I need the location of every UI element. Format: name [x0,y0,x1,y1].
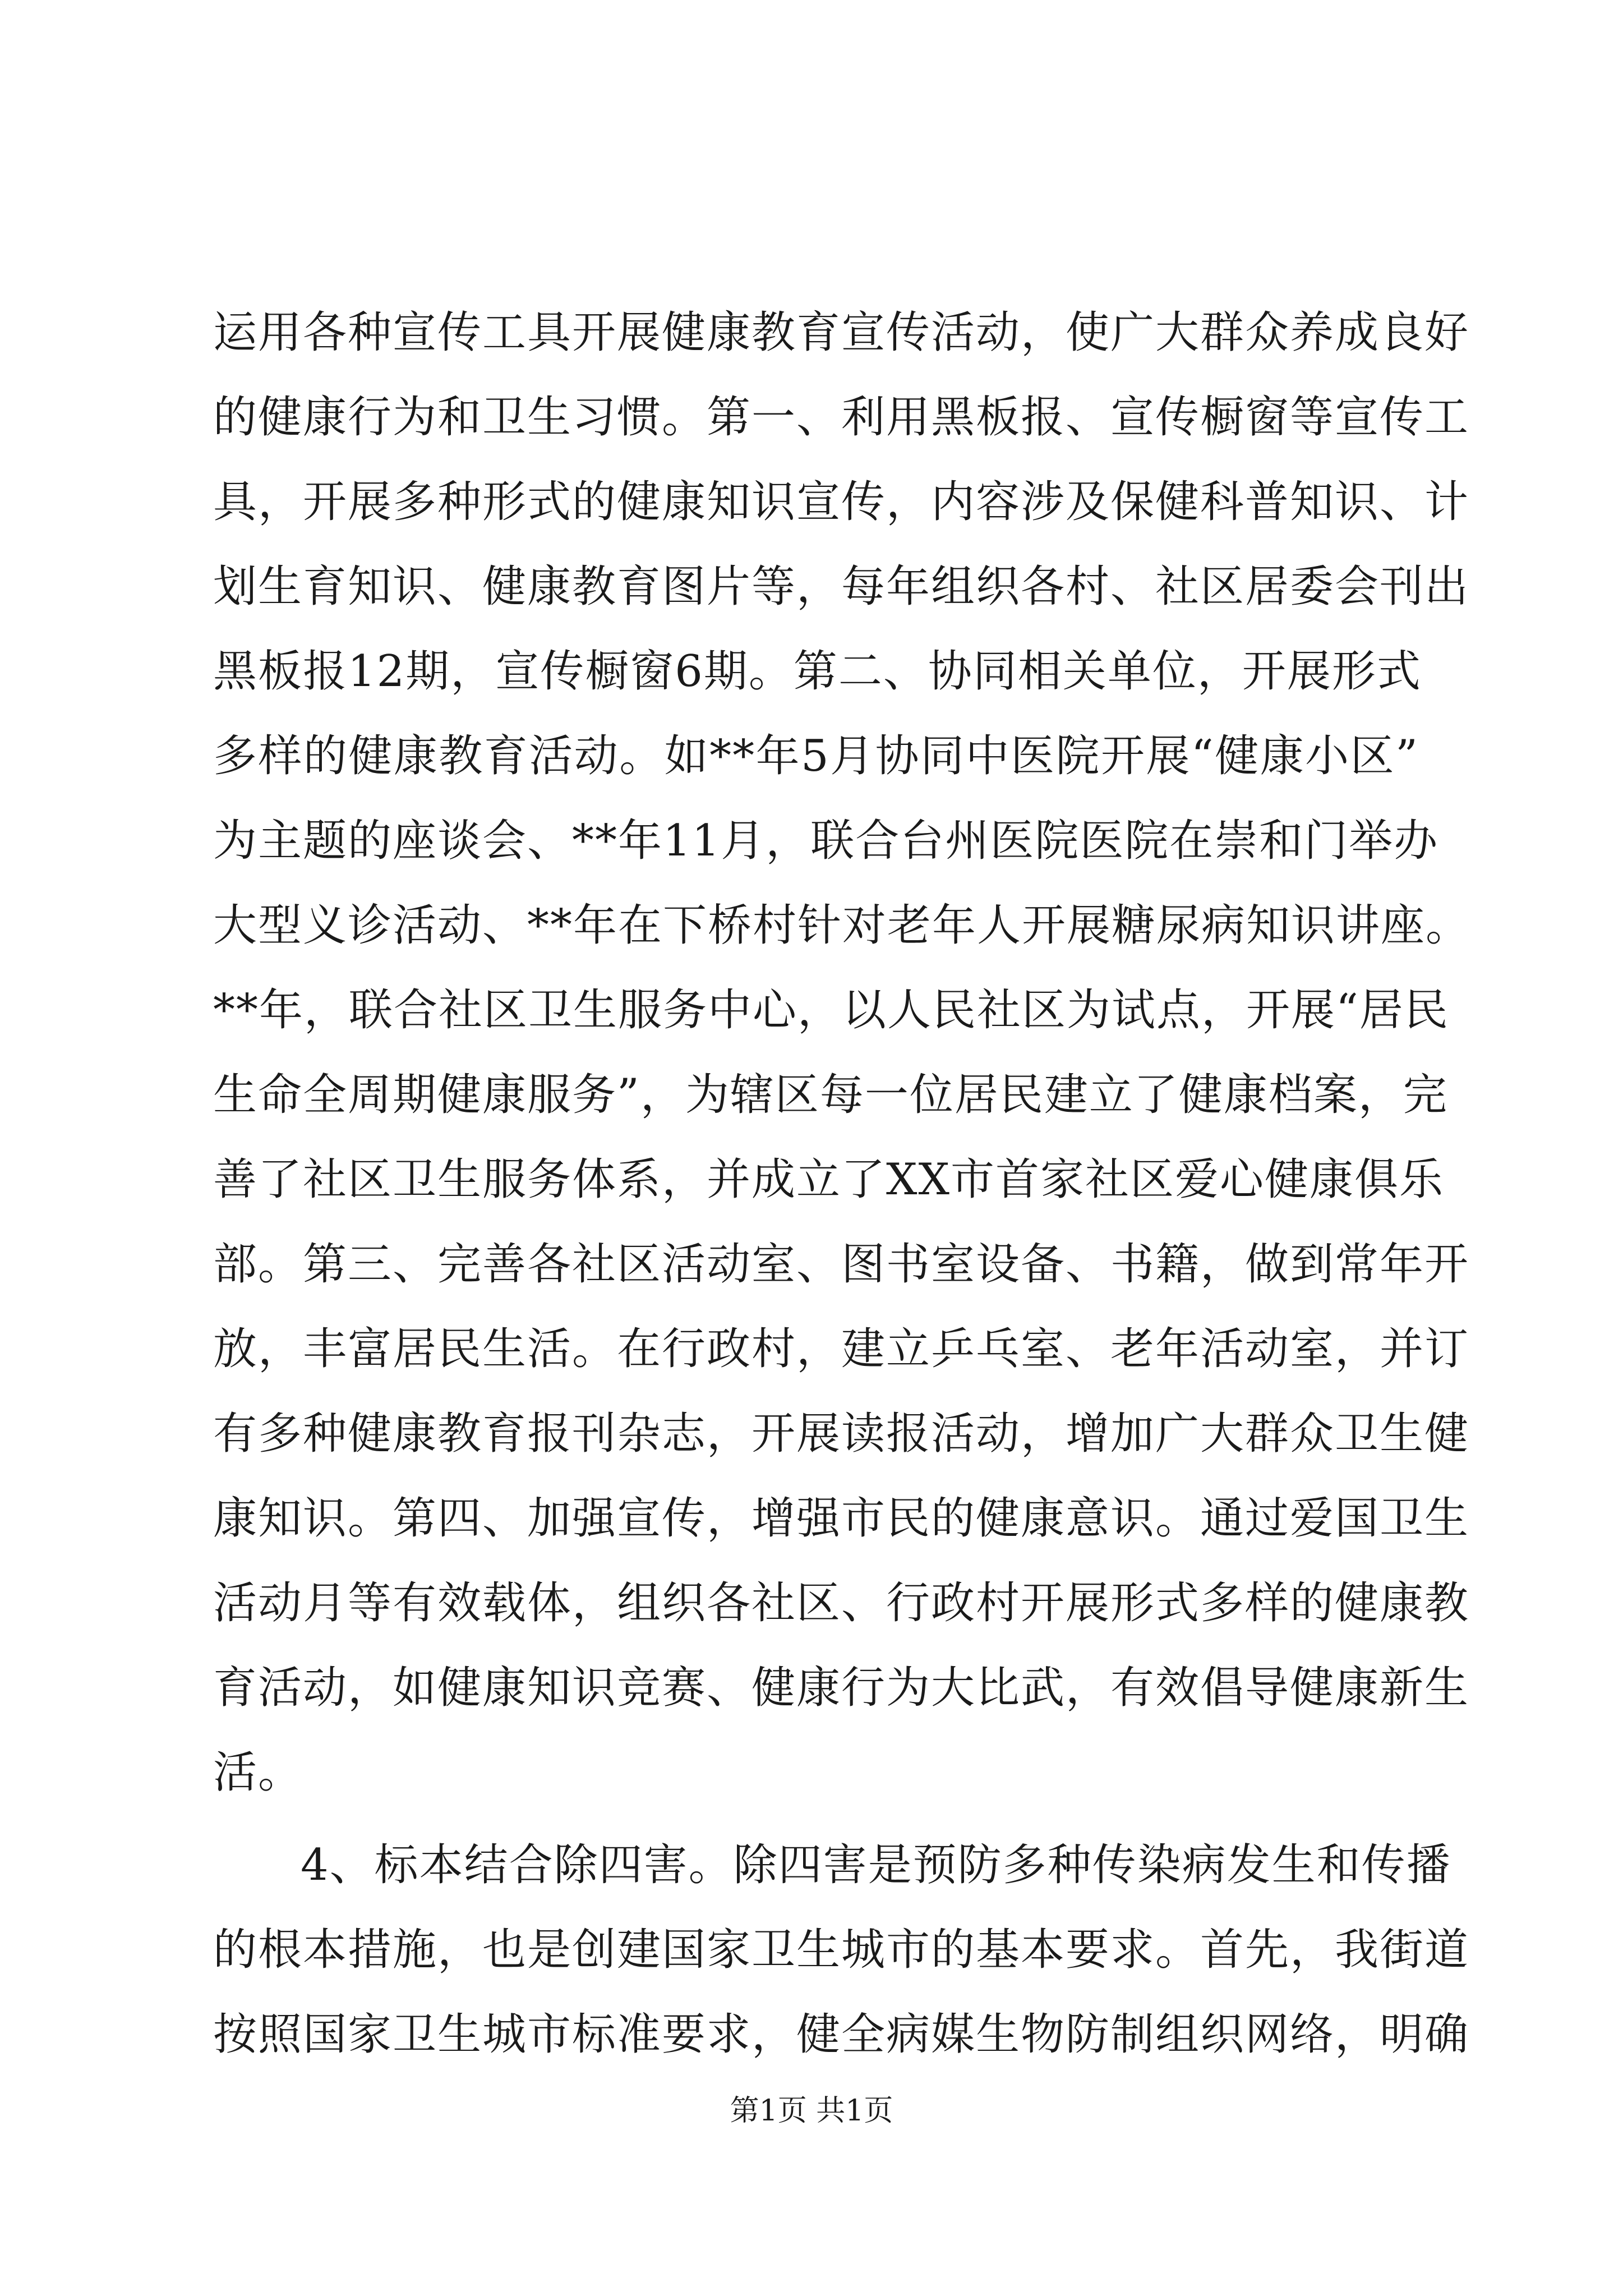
document-body [213,291,1471,2077]
text-line: 为主题的座谈会、**年11月，联合台州医院医院在崇和门举办 [213,816,1439,866]
text-line: 生命全周期健康服务”，为辖区每一位居民建立了健康档案，完 [213,1070,1448,1120]
text-line: 按照国家卫生城市标准要求，健全病媒生物防制组织网络，明确 [213,2009,1470,2060]
text-line: 黑板报12期，宣传橱窗6期。第二、协同相关单位，开展形式 [213,646,1422,697]
text-line: 活动月等有效载体，组织各社区、行政村开展形式多样的健康教 [213,1578,1470,1628]
text-line: 的根本措施，也是创建国家卫生城市的基本要求。首先，我街道 [213,1925,1470,1975]
paragraph-four-pests [213,1823,1470,2077]
text-line: 运用各种宣传工具开展健康教育宣传活动，使广大群众养成良好 [213,307,1470,358]
text-line: 育活动，如健康知识竞赛、健康行为大比武，有效倡导健康新生 [213,1663,1470,1713]
text-line: 划生育知识、健康教育图片等，每年组织各村、社区居委会刊出 [213,562,1470,612]
text-line: 放，丰富居民生活。在行政村，建立乒乓室、老年活动室，并订 [213,1324,1470,1374]
text-line: 具，开展多种形式的健康知识宣传，内容涉及保健科普知识、计 [213,477,1470,527]
text-line: 有多种健康教育报刊杂志，开展读报活动，增加广大群众卫生健 [213,1409,1470,1459]
text-line: **年，联合社区卫生服务中心，以人民社区为试点，开展“居民 [213,985,1449,1036]
page-number-footer: 第1页 共1页 [730,2094,893,2128]
text-line: 多样的健康教育活动。如**年5月协同中医院开展“健康小区” [213,731,1419,781]
text-line: 部。第三、完善各社区活动室、图书室设备、书籍，做到常年开 [213,1239,1470,1290]
text-line: 大型义诊活动、**年在下桥村针对老年人开展糖尿病知识讲座。 [213,900,1471,951]
text-line: 活。 [213,1747,303,1798]
text-line: 康知识。第四、加强宣传，增强市民的健康意识。通过爱国卫生 [213,1493,1470,1544]
text-line: 善了社区卫生服务体系，并成立了XX市首家社区爱心健康俱乐 [213,1154,1445,1205]
paragraph-health-education [213,291,1471,1815]
text-line: 的健康行为和卫生习惯。第一、利用黑板报、宣传橱窗等宣传工 [213,392,1470,443]
text-line: 4、标本结合除四害。除四害是预防多种传染病发生和传播 [301,1840,1451,1890]
